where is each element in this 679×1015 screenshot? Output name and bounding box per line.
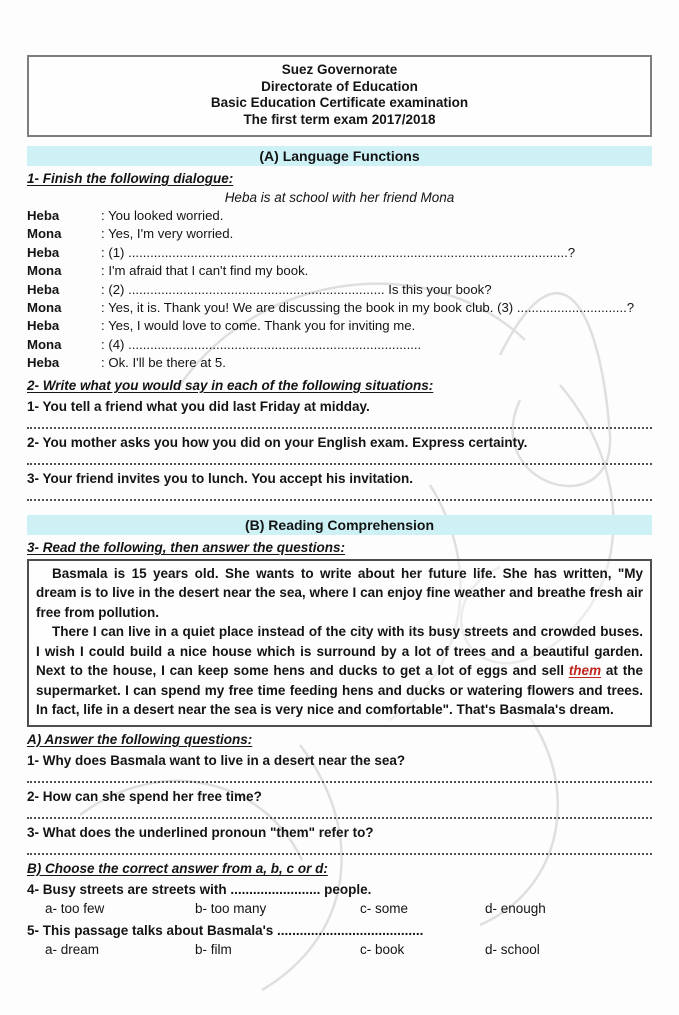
dialogue-row xyxy=(27,225,652,243)
answer-line xyxy=(27,416,652,429)
option-c: c- book xyxy=(360,941,405,957)
question-2-heading: 2- Write what you would say in each of the following situations: xyxy=(27,377,434,393)
dialogue-row xyxy=(27,281,652,299)
option-c: c- some xyxy=(360,900,409,916)
speaker-line: : You looked worried. xyxy=(101,208,224,223)
reading-passage-box xyxy=(27,559,652,727)
speaker-name: Mona xyxy=(27,263,62,279)
header-directorate: Directorate of Education xyxy=(261,78,418,94)
answer-line xyxy=(27,806,652,819)
answer-line xyxy=(27,452,652,465)
underlined-pronoun: them xyxy=(568,663,602,679)
situation-2: 2- You mother asks you how you did on your English exam. Express certainty. xyxy=(27,434,528,450)
speaker-name: Heba xyxy=(27,208,60,223)
speaker-name: Heba xyxy=(27,355,60,371)
dialogue-row xyxy=(27,244,652,262)
speaker-name: Heba xyxy=(27,281,60,297)
answer-line xyxy=(27,842,652,855)
question-1-heading: 1- Finish the following dialogue: xyxy=(27,171,234,186)
mcq-options-4 xyxy=(27,899,652,919)
mcq-question-4: 4- Busy streets are streets with ........................ people. xyxy=(27,881,372,897)
reading-question-1: 1- Why does Basmala want to live in a desert near the sea? xyxy=(27,752,406,768)
speaker-line: : (1) ........................................................................................................................? xyxy=(101,244,576,260)
reading-question-2: 2- How can she spend her free time? xyxy=(27,788,262,804)
option-a: a- dream xyxy=(45,941,100,957)
speaker-name: Heba xyxy=(27,318,60,334)
situation-1: 1- You tell a friend what you did last Friday at midday. xyxy=(27,398,370,414)
speaker-line: : Yes, it is. Thank you! We are discussing the book in my book club. (3) ..............................? xyxy=(101,300,635,316)
speaker-line: : Yes, I'm very worried. xyxy=(101,226,234,242)
part-b-heading: B) Choose the correct answer from a, b, c or d: xyxy=(27,860,328,876)
speaker-name: Heba xyxy=(27,244,60,260)
section-a-title: (A) Language Functions xyxy=(27,146,652,166)
dialogue-intro: Heba is at school with her friend Mona xyxy=(224,190,455,205)
option-b: b- film xyxy=(195,941,232,957)
dialogue-row xyxy=(27,336,652,354)
speaker-line: : (4) ................................................................................ xyxy=(101,336,422,352)
speaker-name: Mona xyxy=(27,336,62,352)
option-a: a- too few xyxy=(45,900,105,916)
reading-question-3: 3- What does the underlined pronoun "them" refer to? xyxy=(27,824,374,840)
header-certificate: Basic Education Certificate examination xyxy=(210,95,469,110)
section-b-title: (B) Reading Comprehension xyxy=(27,515,652,535)
speaker-name: Mona xyxy=(27,226,62,242)
option-d: d- enough xyxy=(485,900,546,916)
speaker-line: : Ok. I'll be there at 5. xyxy=(101,355,226,371)
mcq-question-5: 5- This passage talks about Basmala's ....................................... xyxy=(27,922,424,938)
option-b: b- too many xyxy=(195,900,267,916)
passage-paragraph-1: Basmala is 15 years old. She wants to write about her future life. She has written, "My dream is to live in the desert near the sea, where I can enjoy fine weather and breathe fresh air free from pollution. xyxy=(36,565,643,620)
passage-text: at the supermarket. I can spend my free time feeding hens and ducks or watering flowers and trees. In fact, life in a desert near the sea is very nice and comfortable". That's Basmala's dream. xyxy=(36,663,643,718)
speaker-line: : (2) ...................................................................... Is this your book? xyxy=(101,281,492,297)
part-a-heading: A) Answer the following questions: xyxy=(27,731,253,747)
dialogue-row xyxy=(27,354,652,372)
speaker-line: : I'm afraid that I can't find my book. xyxy=(101,263,309,279)
dialogue-row xyxy=(27,299,652,317)
speaker-line: : Yes, I would love to come. Thank you for inviting me. xyxy=(101,318,416,334)
dialogue-row xyxy=(27,262,652,280)
header-governorate: Suez Governorate xyxy=(281,62,398,77)
answer-line xyxy=(27,488,652,501)
speaker-name: Mona xyxy=(27,300,62,316)
question-3-heading: 3- Read the following, then answer the questions: xyxy=(27,539,346,555)
mcq-options-5 xyxy=(27,940,652,960)
dialogue-row xyxy=(27,317,652,335)
answer-line xyxy=(27,770,652,783)
exam-page xyxy=(0,55,679,960)
header-exam-term: The first term exam 2017/2018 xyxy=(243,111,436,127)
passage-text: There I can live in a quiet place instead of the city with its busy streets and crowded buses. I wish I could build a nice house which is surround by a lot of trees and a beautiful garden. Next to the house, I can keep some hens and ducks to get a lot of eggs and sell xyxy=(36,624,643,679)
passage-paragraph-2 xyxy=(36,622,643,720)
situation-3: 3- Your friend invites you to lunch. You accept his invitation. xyxy=(27,470,414,486)
option-d: d- school xyxy=(485,941,540,957)
exam-header-box xyxy=(27,55,652,137)
dialogue-row xyxy=(27,207,652,225)
